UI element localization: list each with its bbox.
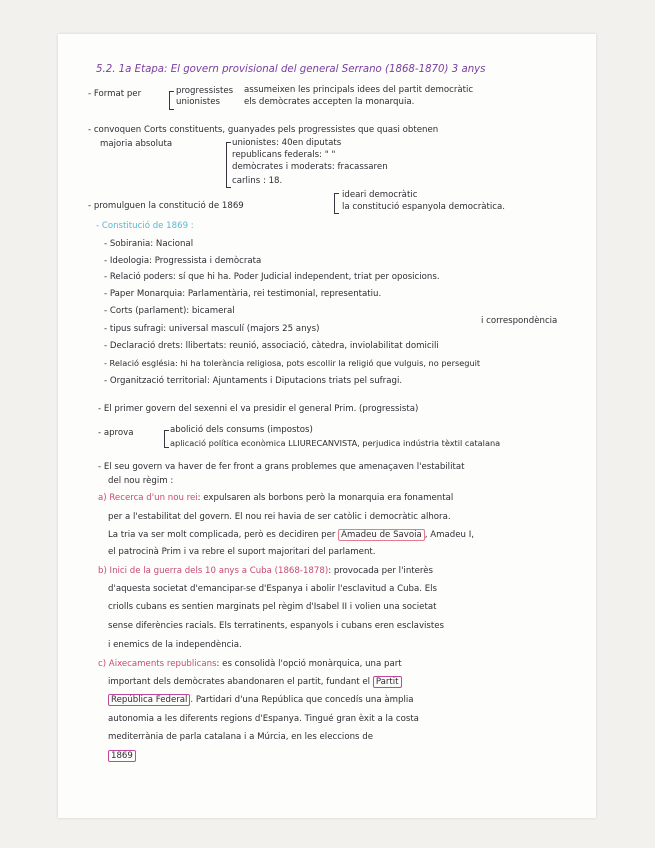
constitution-item: - Sobirania: Nacional [104, 239, 194, 249]
formed-by-label: - Format per [88, 89, 142, 99]
problems-line-1: - El seu govern va haver de fer front a grans problemes que amenaçaven l'estabilitat [98, 462, 465, 472]
corts-list-item: demòcrates i moderats: fracassaren [232, 162, 388, 172]
republica-federal-highlight: República Federal [108, 694, 190, 706]
problems-line-2: del nou règim : [108, 476, 174, 486]
promulgate-bullet-2: la constitució espanyola democràtica. [342, 202, 506, 212]
corts-line-1: - convoquen Corts constituents, guanyades pels progressistes que quasi obtenen [88, 125, 439, 135]
approved-bullet-2: aplicació política econòmica LLIURECANVISTA, perjudica indústria tèxtil catalana [170, 438, 501, 448]
corts-list-item: republicans federals: " " [232, 150, 336, 160]
section-b-text: : provocada per l'interès [328, 566, 434, 576]
section-b-text: criolls cubans es sentien marginats pel règim d'Isabel II i volien una societat [108, 602, 437, 612]
page-title: 5.2. 1a Etapa: El govern provisional del general Serrano (1868-1870) 3 anys [96, 64, 486, 75]
brace [164, 430, 169, 448]
notebook-page [58, 34, 596, 818]
party-unionistes: unionistes [176, 97, 220, 107]
section-b-years: (1868-1878) [274, 566, 329, 576]
section-c-text: : es consolidà l'opció monàrquica, una part [216, 659, 402, 669]
corts-list-item: unionistes: 40en diputats [232, 138, 342, 148]
constitution-item: - tipus sufragi: universal masculí (majors 25 anys) [104, 324, 320, 334]
constitution-item: - Organització territorial: Ajuntaments i Diputacions triats pel sufragi. [104, 376, 403, 386]
party-progressistes: progressistes [176, 86, 234, 96]
section-c-text: . Partidari d'una República que concedís una àmplia [190, 695, 414, 705]
promulgate-bullet-1: ideari democràtic [342, 190, 418, 200]
partit-highlight: Partit [373, 676, 402, 688]
section-b-text: i enemics de la independència. [108, 640, 242, 650]
section-c-text: autonomia a les diferents regions d'Espanya. Tingué gran èxit a la costa [108, 714, 419, 724]
constitution-item: - Relació església: hi ha tolerància religiosa, pots escollir la religió que vulguis, no perseguit [104, 358, 481, 368]
approved-bullet-1: abolició dels consums (impostos) [170, 425, 313, 435]
section-c-text: important dels demòcrates abandonaren el partit, fundant el [108, 677, 371, 687]
amadeu-highlight: Amadeu de Savoia [338, 529, 425, 541]
section-b-label: b) Inici de la guerra dels 10 anys a Cuba [98, 566, 272, 576]
section-a-text: el patrocinà Prim i va rebre el suport majoritari del parlament. [108, 547, 376, 557]
constitution-item: - Relació poders: sí que hi ha. Poder Judicial independent, triat per oposicions. [104, 272, 440, 282]
constitution-item: - Corts (parlament): bicameral [104, 306, 235, 316]
constitution-item: - Paper Monarquia: Parlamentària, rei testimonial, representatiu. [104, 289, 382, 299]
brace [226, 142, 231, 188]
year-1869-highlight: 1869 [108, 750, 136, 762]
section-a-text: : expulsaren als borbons però la monarquia era fonamental [197, 493, 454, 503]
section-a-text: , Amadeu I, [424, 530, 474, 540]
section-c-text: mediterrània de parla catalana i a Múrcia, en les eleccions de [108, 732, 373, 742]
constitution-item: - Declaració drets: llibertats: reunió, associació, càtedra, inviolabilitat domicili [104, 341, 439, 351]
constitution-heading: - Constitució de 1869 : [96, 221, 194, 231]
section-a-text: La tria va ser molt complicada, però es decidiren per [108, 530, 336, 540]
constitution-item: - Ideologia: Progressista i demòcrata [104, 256, 262, 266]
corts-list-item: carlins : 18. [232, 176, 283, 186]
formed-desc-2: els demòcrates accepten la monarquia. [244, 97, 415, 107]
section-b-text: d'aquesta societat d'emancipar-se d'Espanya i abolir l'esclavitud a Cuba. Els [108, 584, 438, 594]
promulgate-line: - promulguen la constitució de 1869 [88, 201, 244, 211]
correspondence-note: i correspondència [481, 316, 558, 326]
section-a-label: a) Recerca d'un nou rei [98, 493, 198, 503]
approved-label: - aprova [98, 428, 134, 438]
corts-line-2: majoria absoluta [100, 139, 173, 149]
first-government: - El primer govern del sexenni el va presidir el general Prim. (progressista) [98, 404, 419, 414]
formed-desc-1: assumeixen les principals idees del partit democràtic [244, 85, 474, 95]
section-b-text: sense diferències racials. Els terratinents, espanyols i cubans eren esclavistes [108, 621, 445, 631]
brace [334, 193, 339, 214]
section-c-label: c) Aixecaments republicans [98, 659, 217, 669]
section-a-text: per a l'estabilitat del govern. El nou rei havia de ser catòlic i democràtic alhora. [108, 512, 451, 522]
brace [169, 91, 174, 110]
